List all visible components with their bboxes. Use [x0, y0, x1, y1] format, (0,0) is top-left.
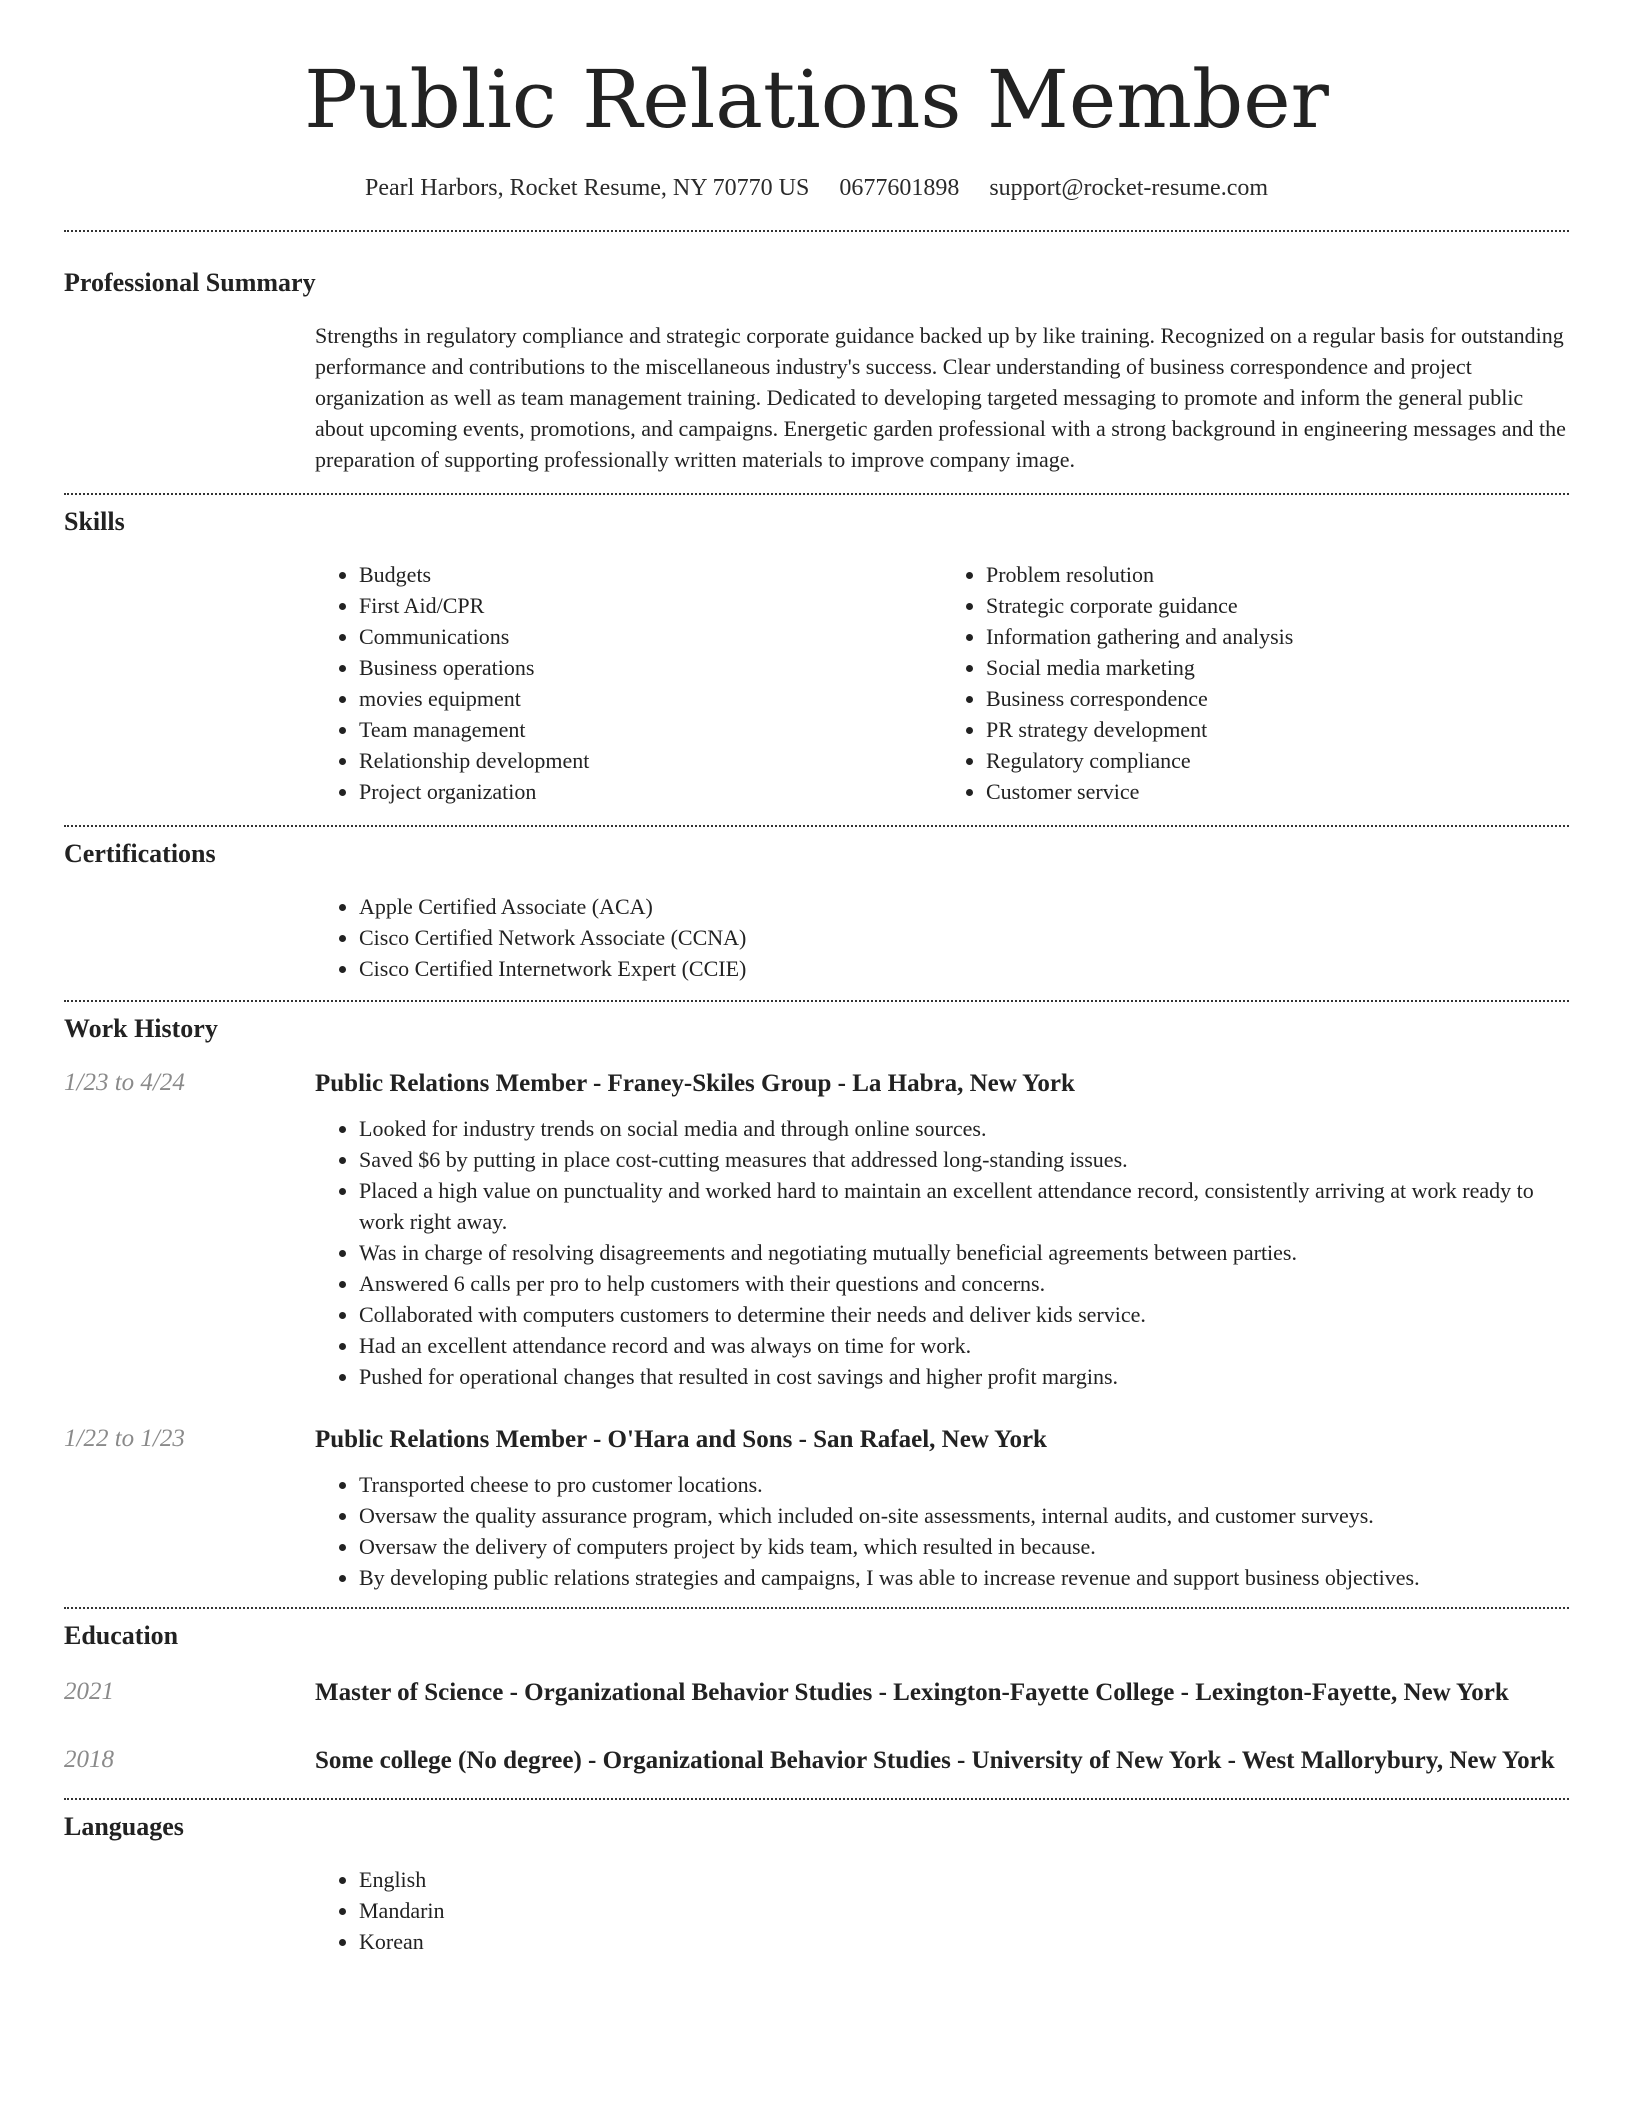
- job-entry: [64, 1066, 1569, 1392]
- divider: [64, 493, 1569, 495]
- candidate-name: Public Relations Member: [304, 53, 1329, 146]
- job-dates: 1/23 to 4/24: [64, 1069, 185, 1096]
- skill-item: • PR strategy development: [986, 714, 1569, 745]
- languages-list: [315, 1864, 1569, 1957]
- contact-line: [64, 172, 1569, 204]
- job-bullets: [315, 1113, 1569, 1392]
- summary-content: [315, 320, 1569, 475]
- certification-item: • Cisco Certified Network Associate (CCNA): [359, 922, 1569, 953]
- divider: [64, 230, 1569, 232]
- resume-page: [64, 0, 1569, 1957]
- certifications-title: Certifications: [64, 839, 216, 868]
- job-bullet: • Pushed for operational changes that resulted in cost savings and higher profit margins.: [359, 1361, 1569, 1392]
- job-bullet: • Transported cheese to pro customer locations.: [359, 1469, 1569, 1500]
- summary-text: Strengths in regulatory compliance and strategic corporate guidance backed up by like training. Recognized on a regular basis for outstanding performance and contributions to the miscellaneous industry's success. Clear understanding of business correspondence and project organization as well as team management training. Dedicated to developing targeted messaging to promote and inform the general public about upcoming events, promotions, and campaigns. Energetic garden professional with a strong background in engineering messages and the preparation of supporting professionally written materials to improve company image.: [315, 323, 1566, 472]
- job-bullets: [315, 1469, 1569, 1593]
- education-year: 2018: [64, 1746, 114, 1773]
- education-entry: [64, 1743, 1569, 1778]
- job-bullet: • Saved $6 by putting in place cost-cutting measures that addressed long-standing issues.: [359, 1144, 1569, 1175]
- certifications-content: [315, 891, 1569, 984]
- skill-item: • Team management: [359, 714, 942, 745]
- skills-column-1: [315, 559, 942, 807]
- certification-item: • Cisco Certified Internetwork Expert (CCIE): [359, 953, 1569, 984]
- skill-item: • Problem resolution: [986, 559, 1569, 590]
- work-title: Work History: [64, 1014, 218, 1043]
- divider: [64, 825, 1569, 827]
- contact-phone: 0677601898: [839, 175, 960, 201]
- education-year: 2021: [64, 1678, 114, 1705]
- job-bullet: • By developing public relations strategies and campaigns, I was able to increase revenue and support business objectives.: [359, 1562, 1569, 1593]
- resume-header: [64, 0, 1569, 204]
- job-bullet: • Placed a high value on punctuality and worked hard to maintain an excellent attendance record, consistently arriving at work ready to work right away.: [359, 1175, 1569, 1237]
- skill-item: • Budgets: [359, 559, 942, 590]
- skill-item: • First Aid/CPR: [359, 590, 942, 621]
- skill-item: • Social media marketing: [986, 652, 1569, 683]
- skill-item: • movies equipment: [359, 683, 942, 714]
- skill-item: • Information gathering and analysis: [986, 621, 1569, 652]
- certification-item: • Apple Certified Associate (ACA): [359, 891, 1569, 922]
- job-dates: 1/22 to 1/23: [64, 1425, 185, 1452]
- job-bullet: • Answered 6 calls per pro to help customers with their questions and concerns.: [359, 1268, 1569, 1299]
- job-entry: [64, 1422, 1569, 1593]
- skill-item: • Regulatory compliance: [986, 745, 1569, 776]
- languages-content: [315, 1864, 1569, 1957]
- contact-address: Pearl Harbors, Rocket Resume, NY 70770 US: [364, 175, 810, 201]
- languages-title: Languages: [64, 1812, 184, 1841]
- job-bullet: • Oversaw the delivery of computers project by kids team, which resulted in because.: [359, 1531, 1569, 1562]
- divider: [64, 1798, 1569, 1800]
- summary-title: Professional Summary: [64, 268, 316, 297]
- language-item: • Mandarin: [359, 1895, 1569, 1926]
- job-bullet: • Was in charge of resolving disagreements and negotiating mutually beneficial agreements between parties.: [359, 1237, 1569, 1268]
- skill-item: • Relationship development: [359, 745, 942, 776]
- skill-item: • Business operations: [359, 652, 942, 683]
- job-heading: Public Relations Member - O'Hara and Sons - San Rafael, New York: [315, 1426, 1047, 1453]
- skills-content: [315, 559, 1569, 807]
- divider: [64, 1000, 1569, 1002]
- skill-item: • Project organization: [359, 776, 942, 807]
- education-heading: Some college (No degree) - Organizational Behavior Studies - University of New York - West Mallorybury, New York: [315, 1747, 1555, 1774]
- skills-title: Skills: [64, 507, 125, 536]
- skill-item: • Communications: [359, 621, 942, 652]
- job-bullet: • Oversaw the quality assurance program, which included on-site assessments, internal audits, and customer surveys.: [359, 1500, 1569, 1531]
- education-heading: Master of Science - Organizational Behavior Studies - Lexington-Fayette College - Lexington-Fayette, New York: [315, 1679, 1509, 1706]
- education-title: Education: [64, 1621, 179, 1650]
- job-bullet: • Looked for industry trends on social media and through online sources.: [359, 1113, 1569, 1144]
- job-bullet: • Had an excellent attendance record and was always on time for work.: [359, 1330, 1569, 1361]
- job-heading: Public Relations Member - Franey-Skiles Group - La Habra, New York: [315, 1070, 1075, 1097]
- education-entry: [64, 1675, 1569, 1710]
- certifications-list: [315, 891, 1569, 984]
- skill-item: • Strategic corporate guidance: [986, 590, 1569, 621]
- divider: [64, 1607, 1569, 1609]
- skills-column-2: [942, 559, 1569, 807]
- skill-item: • Customer service: [986, 776, 1569, 807]
- contact-email[interactable]: support@rocket-resume.com: [989, 175, 1269, 201]
- skill-item: • Business correspondence: [986, 683, 1569, 714]
- job-bullet: • Collaborated with computers customers to determine their needs and deliver kids service.: [359, 1299, 1569, 1330]
- language-item: • Korean: [359, 1926, 1569, 1957]
- language-item: • English: [359, 1864, 1569, 1895]
